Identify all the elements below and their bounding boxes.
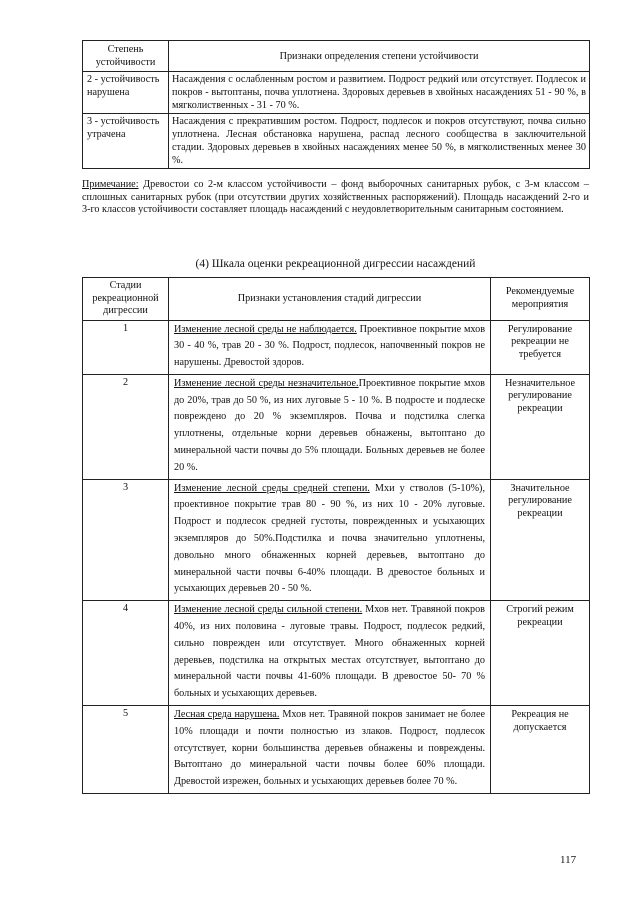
measure-line: допускается [513,721,567,733]
stage-lead: Лесная среда нарушена. [174,709,280,721]
stability-signs-cell: Насаждения с прекратившим ростом. Подрост, подлесок и покров отсутствуют, почва сильно уплотнена. Лесная обстановка нарушена, распад лесного сообщества в заключительной стадии. Здоровых деревьев в хвойных насаждениях менее 50 %, в мягколиственных менее 30 %. [169,114,590,169]
table-row [83,601,590,706]
stability-signs-cell: Насаждения с ослабленным ростом и развитием. Подрост редкий или отсутствует. Подлесок и покров - вытоптаны, почва уплотнена. Здоровых деревьев в хвойных насаждениях 51 - 90 %, в мягколиственных - 31 - 70 %. [169,72,590,114]
stage-text: Проективное покрытие мхов 30 - 40 %, трав 20 - 30 %. Подрост, подлесок, напочвенный покров не нарушены. Древостой здоров. [174,323,486,369]
stage-measures [491,320,590,374]
measure-line: Незначительное [504,377,576,389]
note-paragraph [82,179,589,217]
measure-line: рекреации [517,402,563,414]
stability-table [82,40,590,169]
header-stability-signs: Признаки определения степени устойчивости [169,41,590,72]
measure-line: Строгий режим [506,604,574,616]
table-row [83,706,590,794]
measure-line: Значительное [510,482,570,494]
measure-line: рекреации [517,616,563,628]
stage-number: 3 [83,479,169,601]
stability-table-header [83,41,590,72]
stage-number: 5 [83,706,169,794]
stage-signs [169,479,491,601]
section-title: (4) Шкала оценки рекреационной дигрессии насаждений [195,258,476,270]
header-measures: Рекомендуемые мероприятия [491,278,590,321]
recreation-digression-table [82,277,590,794]
stage-signs [169,601,491,706]
stage-number: 2 [83,374,169,479]
digression-table-header [83,278,590,321]
table-row [83,72,590,114]
measure-line: требуется [518,348,562,360]
measure-line: Рекреация не [511,709,569,721]
stage-measures [491,601,590,706]
header-stability-degree: Степень устойчивости [83,41,169,72]
measure-line: регулирование [508,390,572,402]
stage-text: Мхи у стволов (5-10%), проективное покрытие трав 80 - 90 %, из них 10 - 20% луговые. Подрост и подлесок средней густоты, поврежденных и усыхающих экземпляров до 50%.Подстилка и почва значительно уплотнены, довольно много обнаженных корней деревьев, вытоптано до минеральной части почвы 6-40% площади. В древостое больных и усыхающих деревьев 20 - 50 %. [174,482,485,595]
stage-number: 4 [83,601,169,706]
stage-signs [169,320,491,374]
stage-measures [491,706,590,794]
note-label: Примечание: [82,179,139,190]
stage-lead: Изменение лесной среды не наблюдается. [174,323,357,335]
stage-measures [491,479,590,601]
stage-text: Мхов нет. Травяной покров занимает не более 10% площади и почти полностью из злаков. Подрост, подлесок отсутствует, корни большинства деревьев обнажены и повреждены. Вытоптано до минеральной части почвы более 60% площади. Древостой изрежен, больных и усыхающих деревьев более 70 %. [174,709,485,788]
table-row [83,479,590,601]
stage-lead: Изменение лесной среды сильной степени. [174,604,363,616]
stage-signs [169,706,491,794]
measure-line: Регулирование [507,323,573,335]
header-stage: Стадии рекреационной дигрессии [83,278,169,321]
table-row [83,114,590,169]
measure-line: рекреации [517,507,563,519]
stability-degree-cell: 3 - устойчивость утрачена [83,114,169,169]
table-row [83,374,590,479]
measure-line: рекреации не [511,336,569,347]
stage-lead: Изменение лесной среды незначительное. [174,377,359,389]
stage-lead: Изменение лесной среды средней степени. [174,482,370,494]
stability-degree-cell: 2 - устойчивость нарушена [83,72,169,114]
page-number: 117 [560,854,577,866]
stage-number: 1 [83,320,169,374]
stage-measures [491,374,590,479]
stage-text: Проективное покрытие мхов до 20%, трав до 50 %, из них луговые 5 - 10 %. В подросте и подлеске повреждено до 20 % экземпляров. Почва и подстилка слегка уплотнены, отдельные корни деревьев обнажены, вытоптано до минеральной части почвы до 5% площади. Больных деревьев не более 20 %. [174,377,485,473]
note-text: Древостои со 2-м классом устойчивости – фонд выборочных санитарных рубок, с 3-м классом – сплошных санитарных рубок (при отсутствии других хозяйственных распоряжений). Площадь насаждений 2-го и 3-го классов устойчивости составляет площадь насаждений с неудовлетворительным санитарным состоянием. [82,179,589,216]
stage-text: Мхов нет. Травяной покров 40%, из них половина - луговые травы. Подрост, подлесок редкий, сильно поврежден или отсутствует. Много обнаженных корней деревьев, подстилка на открытых местах отсутствует, вытоптано до минеральной части почвы 41-60% площади. В древостое 50- 70 % больных и усыхающих деревьев. [174,604,485,700]
stage-signs [169,374,491,479]
measure-line: регулирование [508,495,572,507]
header-signs: Признаки установления стадий дигрессии [169,278,491,321]
table-row [83,320,590,374]
